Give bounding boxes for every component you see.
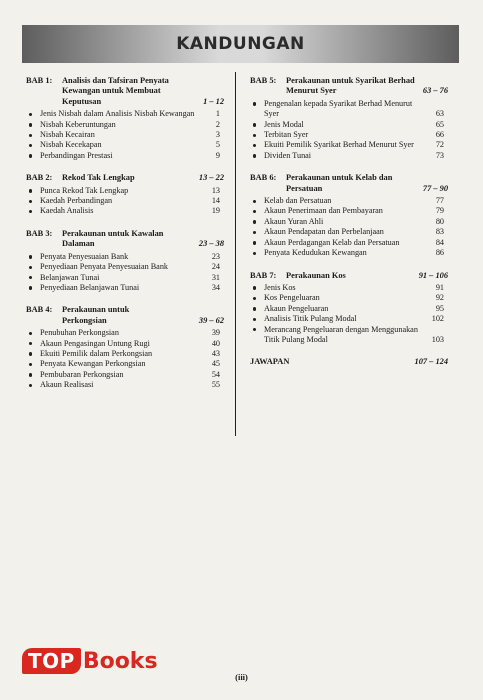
topic-item	[26, 273, 224, 283]
chapter-number: BAB 6:	[250, 173, 277, 183]
topic-page: 72	[435, 140, 444, 150]
topic-title: Dividen Tunai	[264, 150, 312, 160]
topic-item	[26, 186, 224, 196]
chapter-entry	[250, 173, 448, 258]
chapter-number	[250, 184, 286, 194]
topic-title: Akaun Perdagangan Kelab dan Persatuan	[264, 237, 400, 247]
chapter-number	[250, 86, 286, 96]
topic-page: 40	[211, 338, 220, 348]
chapter-page-range: 77 – 90	[422, 183, 448, 193]
topic-page: 1	[215, 109, 220, 119]
topic-title: Akaun Pengasingan Untung Rugi	[40, 338, 150, 348]
chapter-number: BAB 7:	[250, 270, 277, 280]
topic-page: 102	[431, 314, 444, 324]
topic-page: 65	[435, 119, 444, 129]
topic-item	[250, 283, 448, 293]
topic-item	[250, 325, 448, 346]
chapter-title-line: Rekod Tak Lengkap	[62, 173, 135, 183]
topbooks-logo	[22, 648, 158, 674]
right-column	[250, 76, 448, 368]
topic-page: 45	[211, 359, 220, 369]
topic-item	[26, 359, 224, 369]
topic-title: Nisbah Keberuntungan	[40, 119, 116, 129]
topic-title: Jenis Nisbah dalam Analisis Nisbah Kewangan	[40, 109, 195, 119]
chapter-title-line: Persatuan	[286, 183, 323, 193]
topic-page: 95	[435, 303, 444, 313]
chapter-page-range: 1 – 12	[203, 96, 224, 106]
topic-page: 86	[435, 248, 444, 258]
chapter-title-line: Perakaunan untuk Kelab dan	[286, 173, 393, 183]
chapter-heading	[250, 173, 448, 194]
chapter-number: BAB 4:	[26, 305, 53, 315]
topic-item	[250, 120, 448, 130]
topic-page: 24	[211, 262, 220, 272]
topic-item	[26, 262, 224, 272]
topic-title: Ekuiti Pemilik dalam Perkongsian	[40, 348, 153, 358]
logo-top-text: TOP	[22, 648, 81, 674]
topic-title: Akaun Yuran Ahli	[264, 216, 324, 226]
topic-item	[250, 99, 448, 120]
logo-books-text: Books	[82, 648, 158, 674]
chapter-title-line: Dalaman	[62, 239, 95, 249]
topic-title: Analisis Titik Pulang Modal	[264, 314, 357, 324]
chapter-title-line: Perakaunan Kos	[286, 270, 346, 280]
topic-item	[26, 252, 224, 262]
chapter-number: BAB 2:	[26, 173, 53, 183]
topic-item	[26, 130, 224, 140]
chapter-entry	[250, 76, 448, 161]
chapter-heading	[26, 76, 224, 107]
topic-item	[250, 140, 448, 150]
topic-title: Penubuhan Perkongsian	[40, 328, 119, 338]
topic-page: 79	[435, 206, 444, 216]
topic-page: 66	[435, 130, 444, 140]
page-title: KANDUNGAN	[176, 34, 305, 54]
topic-page: 39	[211, 328, 220, 338]
topic-title: Pembubaran Perkongsian	[40, 369, 124, 379]
topic-item	[250, 314, 448, 324]
topic-item	[250, 227, 448, 237]
topic-item	[26, 120, 224, 130]
topic-title: Penyediaan Penyata Penyesuaian Bank	[40, 262, 169, 272]
topic-list	[26, 186, 224, 217]
topic-page: 14	[211, 196, 220, 206]
topic-page: 91	[435, 282, 444, 292]
chapter-heading	[250, 271, 448, 281]
topic-title: Kaedah Analisis	[40, 206, 94, 216]
chapter-page-range: 91 – 106	[418, 270, 448, 280]
topic-page: 73	[435, 150, 444, 160]
topic-item	[26, 349, 224, 359]
topic-title: Kelab dan Persatuan	[264, 196, 332, 206]
topic-item	[26, 151, 224, 161]
topic-title: Ekuiti Pemilik Syarikat Berhad Menurut Syer	[264, 140, 414, 150]
topic-page: 92	[435, 293, 444, 303]
chapter-page-range: 23 – 38	[198, 239, 224, 249]
topic-page: 23	[211, 251, 220, 261]
chapter-title-line: Perakaunan untuk Syarikat Berhad	[286, 76, 415, 85]
topic-title: Nisbah Kecekapan	[40, 140, 102, 150]
topic-title: Terbitan Syer	[264, 130, 309, 140]
topic-item	[250, 196, 448, 206]
topic-page: 9	[215, 150, 220, 160]
topic-item	[250, 293, 448, 303]
chapter-number	[26, 239, 62, 249]
topic-item	[250, 151, 448, 161]
topic-page: 2	[215, 119, 220, 129]
topic-page: 80	[435, 216, 444, 226]
topic-page: 83	[435, 227, 444, 237]
topic-item	[26, 339, 224, 349]
chapter-number	[26, 86, 62, 96]
chapter-page-range: 13 – 22	[198, 173, 224, 183]
chapter-number: BAB 5:	[250, 76, 277, 85]
chapter-number: BAB 3:	[26, 228, 53, 238]
topic-list	[26, 252, 224, 294]
topic-title: Akaun Realisasi	[40, 380, 94, 390]
chapter-heading	[26, 305, 224, 326]
topic-title: Perbandingan Prestasi	[40, 150, 113, 160]
topic-page: 103	[431, 334, 444, 344]
topic-title: Penyata Kewangan Perkongsian	[40, 359, 146, 369]
topic-title: Belanjawan Tunai	[40, 272, 100, 282]
chapter-title-line: Perkongsian	[62, 315, 107, 325]
chapter-entry	[26, 76, 224, 161]
topic-list	[250, 99, 448, 161]
topic-page: 54	[211, 369, 220, 379]
chapter-entry	[26, 229, 224, 293]
topic-list	[26, 109, 224, 161]
chapter-number	[26, 97, 62, 107]
topic-item	[26, 370, 224, 380]
topic-title: Merancang Pengeluaran dengan Menggunakan Titik Pulang Modal	[264, 324, 418, 344]
topic-item	[26, 380, 224, 390]
topic-title: Akaun Penerimaan dan Pembayaran	[264, 206, 383, 216]
left-column	[26, 76, 224, 403]
topic-page: 84	[435, 237, 444, 247]
topic-list	[26, 328, 224, 390]
topic-page: 31	[211, 272, 220, 282]
topic-page: 34	[211, 282, 220, 292]
answers-pages: 107 – 124	[414, 357, 448, 367]
topic-item	[250, 130, 448, 140]
chapter-title-line: Menurut Syer	[286, 86, 337, 96]
topic-item	[26, 109, 224, 119]
chapter-title-line: Perakaunan untuk	[62, 305, 130, 315]
topic-list	[250, 283, 448, 345]
chapter-heading	[250, 76, 448, 97]
topic-page: 63	[435, 109, 444, 119]
topic-title: Akaun Pengeluaran	[264, 303, 329, 313]
topic-item	[250, 248, 448, 258]
topic-title: Pengenalan kepada Syarikat Berhad Menurut Syer	[264, 98, 413, 119]
topic-item	[26, 328, 224, 338]
topic-title: Jenis Kos	[264, 282, 296, 292]
topic-page: 55	[211, 380, 220, 390]
topic-title: Kaedah Perbandingan	[40, 196, 113, 206]
topic-item	[26, 140, 224, 150]
chapter-entry	[250, 271, 448, 346]
chapter-entry	[26, 305, 224, 390]
header-banner	[22, 25, 459, 63]
topic-list	[250, 196, 448, 258]
topic-page: 43	[211, 348, 220, 358]
chapter-heading	[26, 173, 224, 183]
topic-title: Akaun Pendapatan dan Perbelanjaan	[264, 227, 384, 237]
topic-item	[250, 217, 448, 227]
chapter-title-line: Keputusan	[62, 96, 102, 106]
topic-title: Penyediaan Belanjawan Tunai	[40, 282, 140, 292]
topic-item	[250, 238, 448, 248]
chapter-number: BAB 1:	[26, 76, 53, 85]
answers-entry	[250, 357, 448, 367]
topic-title: Punca Rekod Tak Lengkap	[40, 185, 129, 195]
chapter-number	[26, 316, 62, 326]
chapter-page-range: 39 – 62	[198, 315, 224, 325]
chapter-title-line: Analisis dan Tafsiran Penyata	[62, 76, 169, 85]
topic-item	[26, 283, 224, 293]
topic-title: Penyata Penyesuaian Bank	[40, 251, 129, 261]
topic-item	[250, 304, 448, 314]
topic-page: 5	[215, 140, 220, 150]
topic-title: Nisbah Kecairan	[40, 130, 95, 140]
topic-title: Kos Pengeluaran	[264, 293, 320, 303]
topic-page: 77	[435, 196, 444, 206]
topic-title: Jenis Modal	[264, 119, 304, 129]
topic-item	[250, 206, 448, 216]
topic-item	[26, 206, 224, 216]
topic-item	[26, 196, 224, 206]
topic-page: 3	[215, 130, 220, 140]
answers-label: JAWAPAN	[250, 357, 290, 367]
page-number: (iii)	[235, 672, 248, 682]
chapter-entry	[26, 173, 224, 217]
chapter-title-line: Kewangan untuk Membuat	[62, 86, 161, 96]
column-divider	[235, 72, 236, 436]
topic-page: 19	[211, 206, 220, 216]
chapter-heading	[26, 229, 224, 250]
topic-page: 13	[211, 185, 220, 195]
topic-title: Penyata Kedudukan Kewangan	[264, 248, 367, 258]
chapter-page-range: 63 – 76	[422, 86, 448, 96]
chapter-title-line: Perakaunan untuk Kawalan	[62, 228, 164, 238]
